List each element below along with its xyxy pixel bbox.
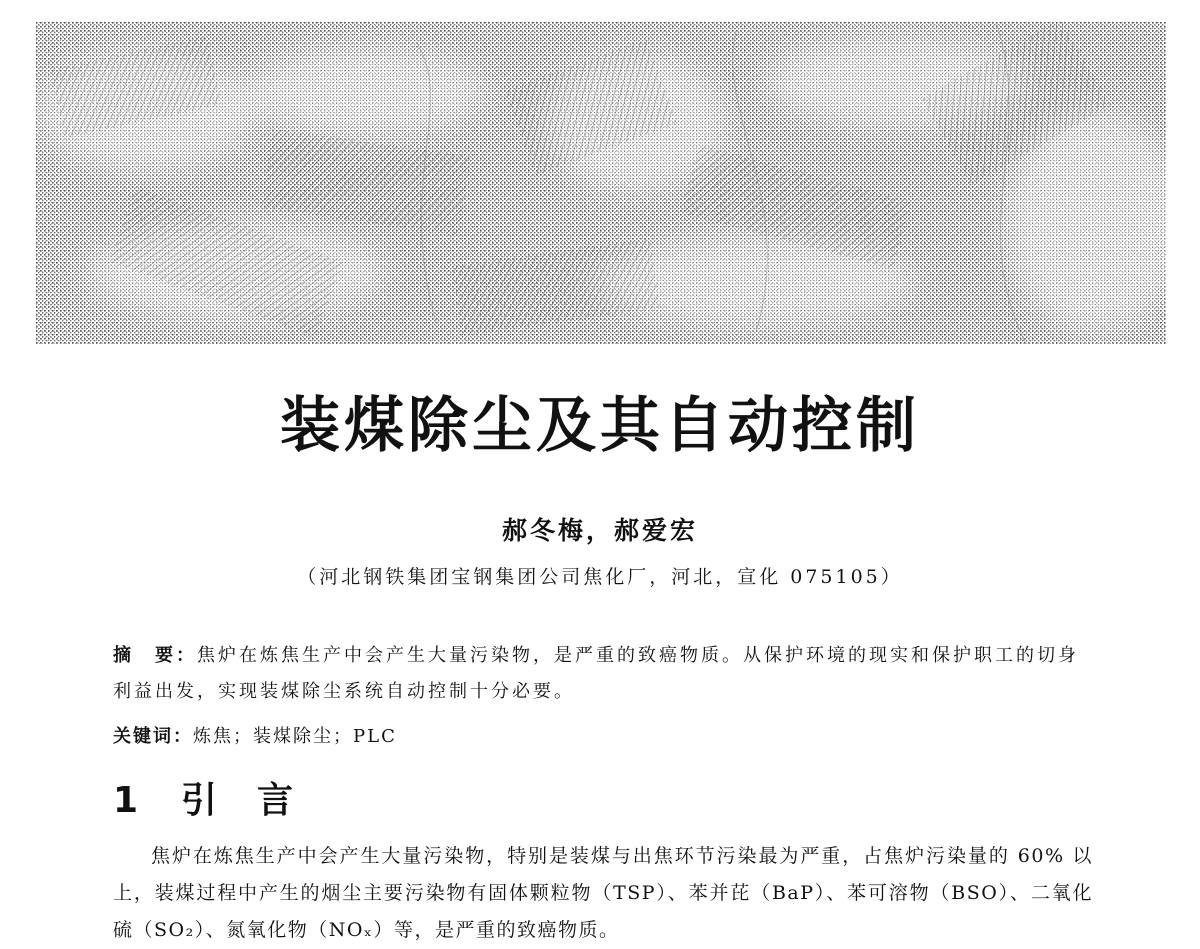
section-heading — [113, 777, 333, 825]
author-affiliation: （河北钢铁集团宝钢集团公司焦化厂，河北，宣化 075105） — [297, 566, 903, 588]
abstract-text: 焦炉在炼焦生产中会产生大量污染物，是严重的致癌物质。从保护环境的现实和保护职工的切身利益出发，实现装煤除尘系统自动控制十分必要。 — [113, 645, 1079, 702]
article-title: 装煤除尘及其自动控制 — [280, 391, 920, 461]
keywords-block — [113, 722, 1089, 752]
abstract-block — [113, 638, 1089, 710]
article-authors: 郝冬梅，郝爱宏 — [501, 516, 698, 545]
section-title: 引言 — [181, 780, 334, 821]
header-banner-image — [36, 22, 1166, 344]
keywords-label: 关键词： — [113, 726, 193, 747]
halftone-texture-graphic — [36, 22, 1166, 344]
body-paragraph: 焦炉在炼焦生产中会产生大量污染物，特别是装煤与出焦环节污染最为严重，占焦炉污染量的 60% 以上，装煤过程中产生的烟尘主要污染物有固体颗粒物（TSP）、苯并芘（BaP）、苯可溶物（BSO）、二氧化硫（SO₂）、氮氧化物（NOₓ）等，是严重的致癌物质。 — [113, 845, 1093, 941]
section-number: 1 — [113, 780, 139, 821]
keywords-text: 炼焦；装煤除尘；PLC — [193, 726, 397, 747]
abstract-label: 摘 要： — [113, 645, 197, 666]
